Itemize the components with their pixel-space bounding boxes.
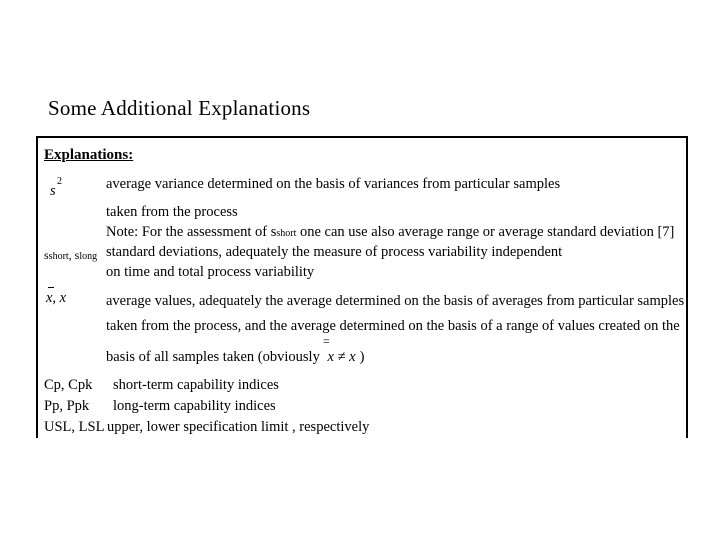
xbar-line3-part1: basis of all samples taken (obviously	[106, 349, 324, 365]
xbar-desc-line3	[106, 349, 364, 366]
explanations-heading: Explanations:	[44, 147, 134, 163]
s2-desc-line2: taken from the process	[106, 204, 238, 220]
s2-symbol: s	[50, 183, 56, 199]
usl-desc: upper, lower specification limit , respectively	[107, 419, 370, 435]
s2-superscript: 2	[57, 176, 62, 187]
sshort-separator: , s	[68, 248, 80, 262]
sshort-desc-line1: standard deviations, adequately the measure of process variability independent	[106, 244, 563, 260]
xbar-formula: x ≠ x	[327, 349, 356, 365]
slide-title: Some Additional Explanations	[48, 96, 311, 120]
xbar-label: x, x	[46, 290, 67, 306]
pp-label: Pp, Ppk	[44, 398, 90, 414]
s2-note-part1: Note: For the assessment of s	[106, 224, 277, 240]
scanned-explanations-box	[36, 136, 688, 438]
xbar-double-bar-mark: =	[323, 334, 330, 348]
s2-note-line	[106, 224, 674, 241]
pp-desc: long-term capability indices	[113, 398, 276, 414]
sshort-slong-label	[44, 248, 97, 263]
cp-desc: short-term capability indices	[113, 377, 279, 393]
sshort-desc-line2: on time and total process variability	[106, 264, 315, 280]
s2-desc-line1: average variance determined on the basis of variances from particular samples	[106, 176, 561, 192]
sshort-subscript: short	[48, 251, 69, 262]
sshort-s: s	[44, 248, 49, 262]
cp-label: Cp, Cpk	[44, 377, 93, 393]
s2-note-part2: one can use also average range or average standard deviation [7]	[296, 224, 675, 240]
slong-subscript: long	[79, 251, 98, 262]
xbar-overline	[48, 287, 54, 288]
s2-note-subscript: short	[276, 228, 297, 239]
usl-label: USL, LSL	[44, 419, 105, 435]
xbar-desc-line1: average values, adequately the average determined on the basis of averages from particular samples	[106, 293, 685, 309]
xbar-line3-part2: )	[359, 349, 365, 365]
xbar-desc-line2: taken from the process, and the average determined on the basis of a range of values created on the	[106, 318, 680, 334]
